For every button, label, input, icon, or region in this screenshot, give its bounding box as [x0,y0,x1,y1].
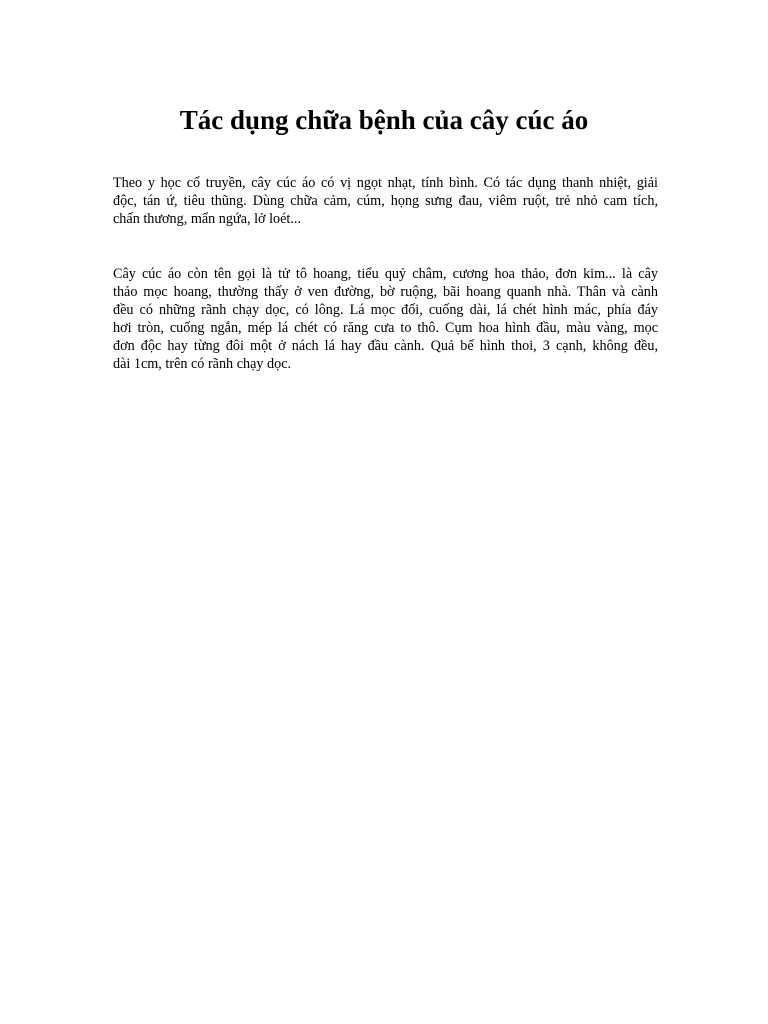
paragraph-line: hơi tròn, cuống ngắn, mép lá chét có răng cưa to thô. Cụm hoa hình đầu, màu vàng, mọc [113,320,658,336]
document-title: Tác dụng chữa bệnh của cây cúc áo [179,105,589,135]
paragraph-line: thảo mọc hoang, thường thấy ở ven đường, bờ ruộng, bãi hoang quanh nhà. Thân và cành [113,284,658,300]
paragraph-line: đơn độc hay từng đôi một ở nách lá hay đầu cành. Quả bế hình thoi, 3 cạnh, không đều, [113,338,658,354]
paragraph-1 [113,174,658,228]
paragraph-line: Cây cúc áo còn tên gọi là tử tô hoang, tiểu quỷ châm, cương hoa thảo, đơn kim... là cây [113,266,658,282]
paragraph-2 [113,265,658,373]
paragraph-line: dài 1cm, trên có rãnh chạy dọc. [113,356,292,372]
paragraph-line: chấn thương, mẩn ngứa, lở loét... [113,211,301,227]
paragraph-line: độc, tán ứ, tiêu thũng. Dùng chữa cảm, cúm, họng sưng đau, viêm ruột, trẻ nhỏ cam tích, [113,193,658,209]
paragraph-line: Theo y học cổ truyền, cây cúc áo có vị ngọt nhạt, tính bình. Có tác dụng thanh nhiệt, giải [113,175,658,191]
paragraph-line: đều có những rãnh chạy dọc, có lông. Lá mọc đối, cuống dài, lá chét hình mác, phía đáy [113,302,658,318]
